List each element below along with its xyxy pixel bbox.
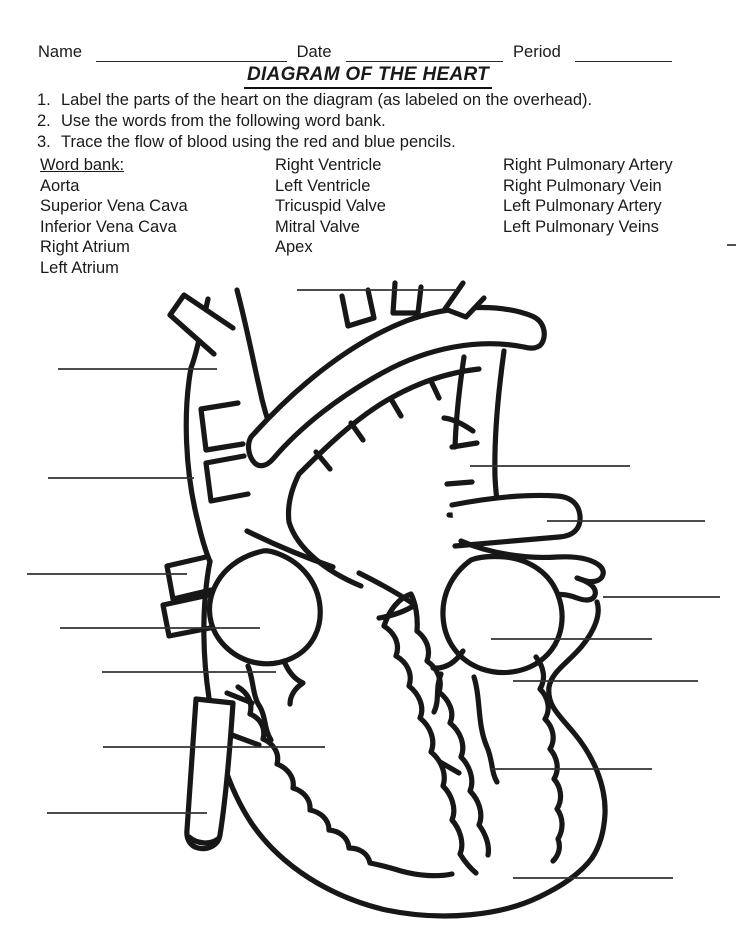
name-label: Name <box>38 43 83 61</box>
word-bank-item: Left Pulmonary Artery <box>503 197 662 215</box>
page-title: DIAGRAM OF THE HEART <box>244 64 492 89</box>
period-label: Period <box>513 43 561 61</box>
vessel-rung <box>447 482 472 484</box>
instruction-number: 1. <box>37 91 51 109</box>
word-bank-item: Apex <box>275 238 313 256</box>
word-bank-item: Left Atrium <box>40 258 119 277</box>
word-bank-item: Aorta <box>40 176 80 195</box>
right-atrium-pouch <box>209 551 320 664</box>
word-bank-item: Tricuspid Valve <box>275 197 386 215</box>
tricuspid-chordae <box>232 735 259 745</box>
mitral-chordae <box>474 677 497 782</box>
instruction-number: 3. <box>37 133 51 151</box>
instruction-text: Trace the flow of blood using the red and blue pencils. <box>61 133 456 151</box>
svc-branch-stub <box>170 295 233 354</box>
right-pulmonary-artery-stub <box>201 403 243 450</box>
heart-line-art <box>163 283 605 916</box>
word-bank-item: Superior Vena Cava <box>40 197 188 215</box>
vessel-rung <box>351 423 363 440</box>
right-pulmonary-artery-stub <box>206 456 248 501</box>
arch-branch-stub <box>342 290 374 326</box>
instruction-text: Use the words from the following word bank. <box>61 112 386 130</box>
instruction-number: 2. <box>37 112 51 130</box>
word-bank-item: Right Atrium <box>40 238 130 256</box>
right-atrium-tail <box>284 661 303 704</box>
word-bank-heading: Word bank: <box>40 156 125 174</box>
vessel-rung <box>391 399 401 416</box>
inferior-vena-cava-tube <box>187 699 233 849</box>
word-bank-item: Right Ventricle <box>275 156 382 174</box>
word-bank-item: Right Pulmonary Vein <box>503 176 662 195</box>
word-bank-item: Mitral Valve <box>275 217 360 236</box>
date-label: Date <box>296 43 332 61</box>
vessel-rung <box>431 381 439 398</box>
word-bank-item: Right Pulmonary Artery <box>503 156 673 174</box>
vessel-rung <box>316 452 330 469</box>
word-bank-item: Left Ventricle <box>275 176 371 195</box>
word-bank-item: Inferior Vena Cava <box>40 217 177 236</box>
word-bank-item: Left Pulmonary Veins <box>503 217 659 236</box>
instruction-text: Label the parts of the heart on the diagram (as labeled on the overhead). <box>61 91 593 109</box>
arch-branch-stub <box>393 283 421 313</box>
mitral-leaflet <box>433 651 463 668</box>
